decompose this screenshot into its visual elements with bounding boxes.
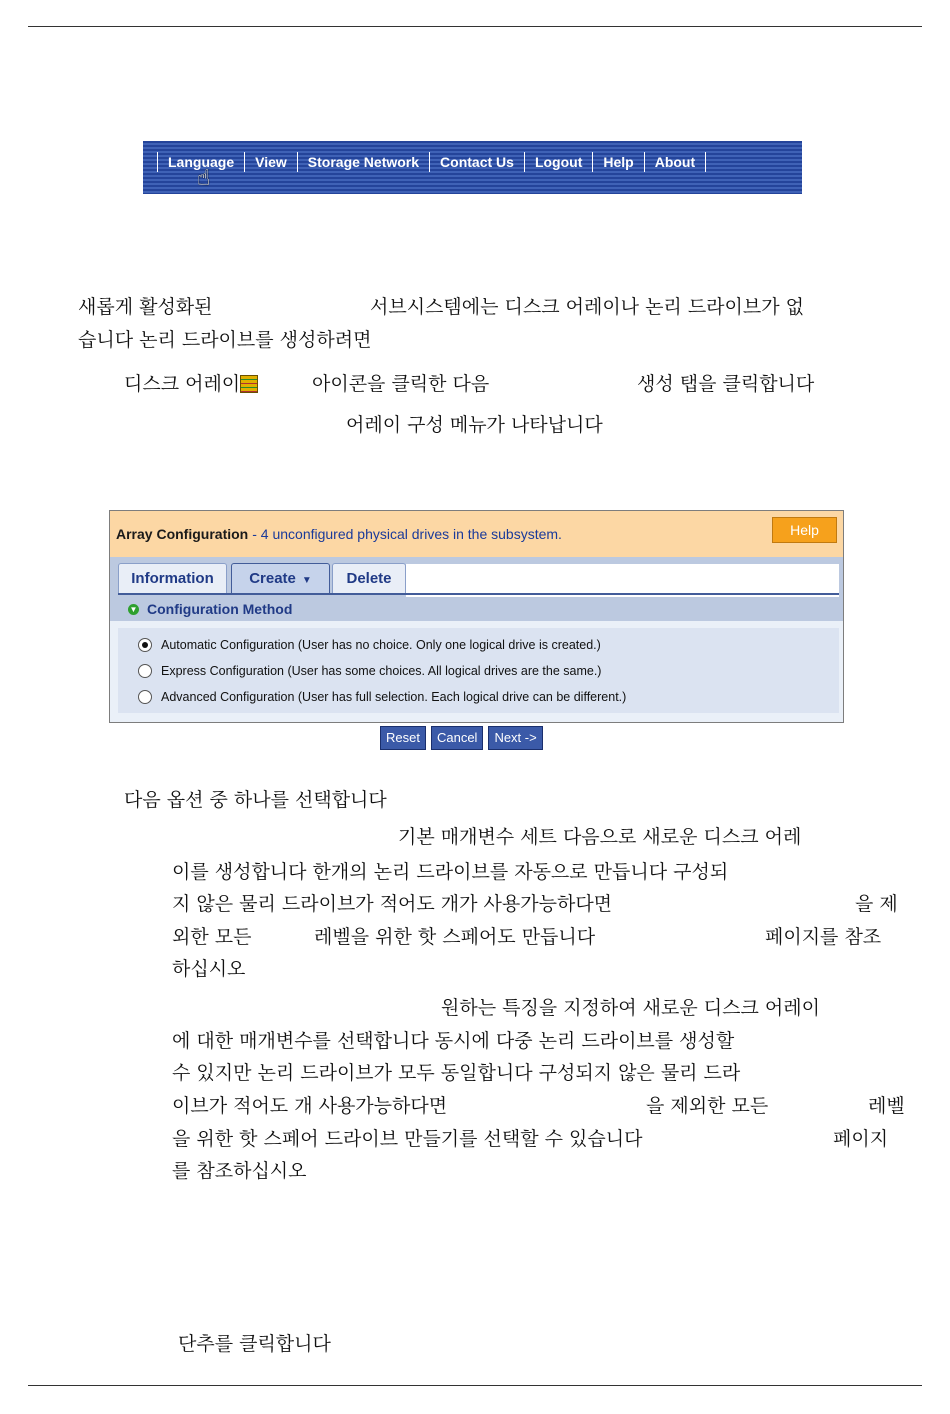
option-automatic-label: Automatic Configuration (User has no choice. Only one logical drive is created.) [161,638,601,652]
panel-title: Array Configuration [116,526,249,542]
top-rule [28,26,922,27]
tab-create-label: Create [249,570,296,587]
tab-information[interactable]: Information [118,563,227,594]
auto-line4c: 페이지를 참조 [765,926,882,948]
button-row [380,726,543,750]
tab-delete[interactable]: Delete [332,563,406,594]
express-line4c: 레벨 [868,1095,905,1117]
collapse-icon: ▼ [129,604,138,614]
radio-advanced[interactable] [138,690,152,704]
nav-separator [244,152,245,172]
step1-text-a: 디스크 어레이 [124,373,241,395]
intro-line1a: 새롭게 활성화된 [78,296,213,318]
auto-line5: 하십시오 [172,958,246,980]
nav-separator [705,152,706,172]
nav-separator [524,152,525,172]
nav-separator [157,152,158,172]
nav-separator [644,152,645,172]
nav-separator [429,152,430,172]
auto-line4b: 레벨을 위한 핫 스페어도 만듭니다 [314,926,596,948]
express-line6: 를 참조하십시오 [172,1160,307,1182]
nav-logout[interactable]: Logout [534,153,583,170]
bottom-rule [28,1385,922,1386]
express-line4: 이브가 적어도 개 사용가능하다면 [172,1095,448,1117]
nav-help[interactable]: Help [603,153,634,170]
express-line5b: 페이지 [833,1128,889,1150]
step1-line1a [124,369,258,400]
reset-button[interactable]: Reset [380,726,426,750]
radio-automatic[interactable] [138,638,152,652]
express-line5: 을 위한 핫 스페어 드라이브 만들기를 선택할 수 있습니다 [172,1128,643,1150]
next-button[interactable]: Next -> [488,726,542,750]
nav-contact-us[interactable]: Contact Us [440,153,514,170]
options-group [118,628,839,713]
express-line4b: 을 제외한 모든 [646,1095,769,1117]
option-express-label: Express Configuration (User has some choices. All logical drives are the same.) [161,664,602,678]
cancel-button[interactable]: Cancel [431,726,483,750]
disk-array-icon [240,375,258,393]
radio-express[interactable] [138,664,152,678]
intro-line2: 습니다 논리 드라이브를 생성하려면 [78,329,372,351]
auto-line1: 기본 매개변수 세트 다음으로 새로운 디스크 어레 [398,826,802,848]
step2-heading: 다음 옵션 중 하나를 선택합니다 [124,789,387,811]
step3-text: 단추를 클릭합니다 [178,1333,331,1355]
section-title: Configuration Method [147,601,293,617]
step1-line2: 어레이 구성 메뉴가 나타납니다 [346,414,603,436]
auto-line2: 이를 생성합니다 한개의 논리 드라이브를 자동으로 만듭니다 구성되 [172,861,729,883]
nav-view[interactable]: View [255,153,287,170]
panel-header [110,511,843,557]
section-configuration-method[interactable] [110,597,843,621]
option-express[interactable] [138,664,601,678]
tab-bar [110,557,843,597]
chevron-down-icon: ▼ [301,575,312,586]
option-advanced[interactable] [138,690,626,704]
nav-storage-network[interactable]: Storage Network [307,153,420,170]
hand-cursor-icon: ☝ [197,166,211,191]
tab-create[interactable] [231,563,330,594]
auto-line3b: 을 제 [855,893,898,915]
nav-separator [297,152,298,172]
nav-about[interactable]: About [654,153,696,170]
auto-line3: 지 않은 물리 드라이브가 적어도 개가 사용가능하다면 [172,893,613,915]
intro-line1b: 서브시스템에는 디스크 어레이나 논리 드라이브가 없 [370,296,804,318]
help-button[interactable]: Help [772,517,837,543]
express-line1: 원하는 특징을 지정하여 새로운 디스크 어레이 [441,997,820,1019]
step1-line1c: 생성 탭을 클릭합니다 [637,373,815,395]
nav-language[interactable]: Language [168,153,235,170]
nav-bar [143,141,802,194]
auto-line4: 외한 모든 [172,926,252,948]
option-advanced-label: Advanced Configuration (User has full selection. Each logical drive can be different.) [161,690,627,704]
option-automatic[interactable] [138,638,601,652]
step1-line1b: 아이콘을 클릭한 다음 [312,373,490,395]
nav-separator [592,152,593,172]
array-configuration-panel [109,510,844,723]
express-line3: 수 있지만 논리 드라이브가 모두 동일합니다 구성되지 않은 물리 드라 [172,1062,741,1084]
panel-subtitle: - 4 unconfigured physical drives in the subsystem. [252,526,562,542]
express-line2: 에 대한 매개변수를 선택합니다 동시에 다중 논리 드라이브를 생성할 [172,1030,735,1052]
